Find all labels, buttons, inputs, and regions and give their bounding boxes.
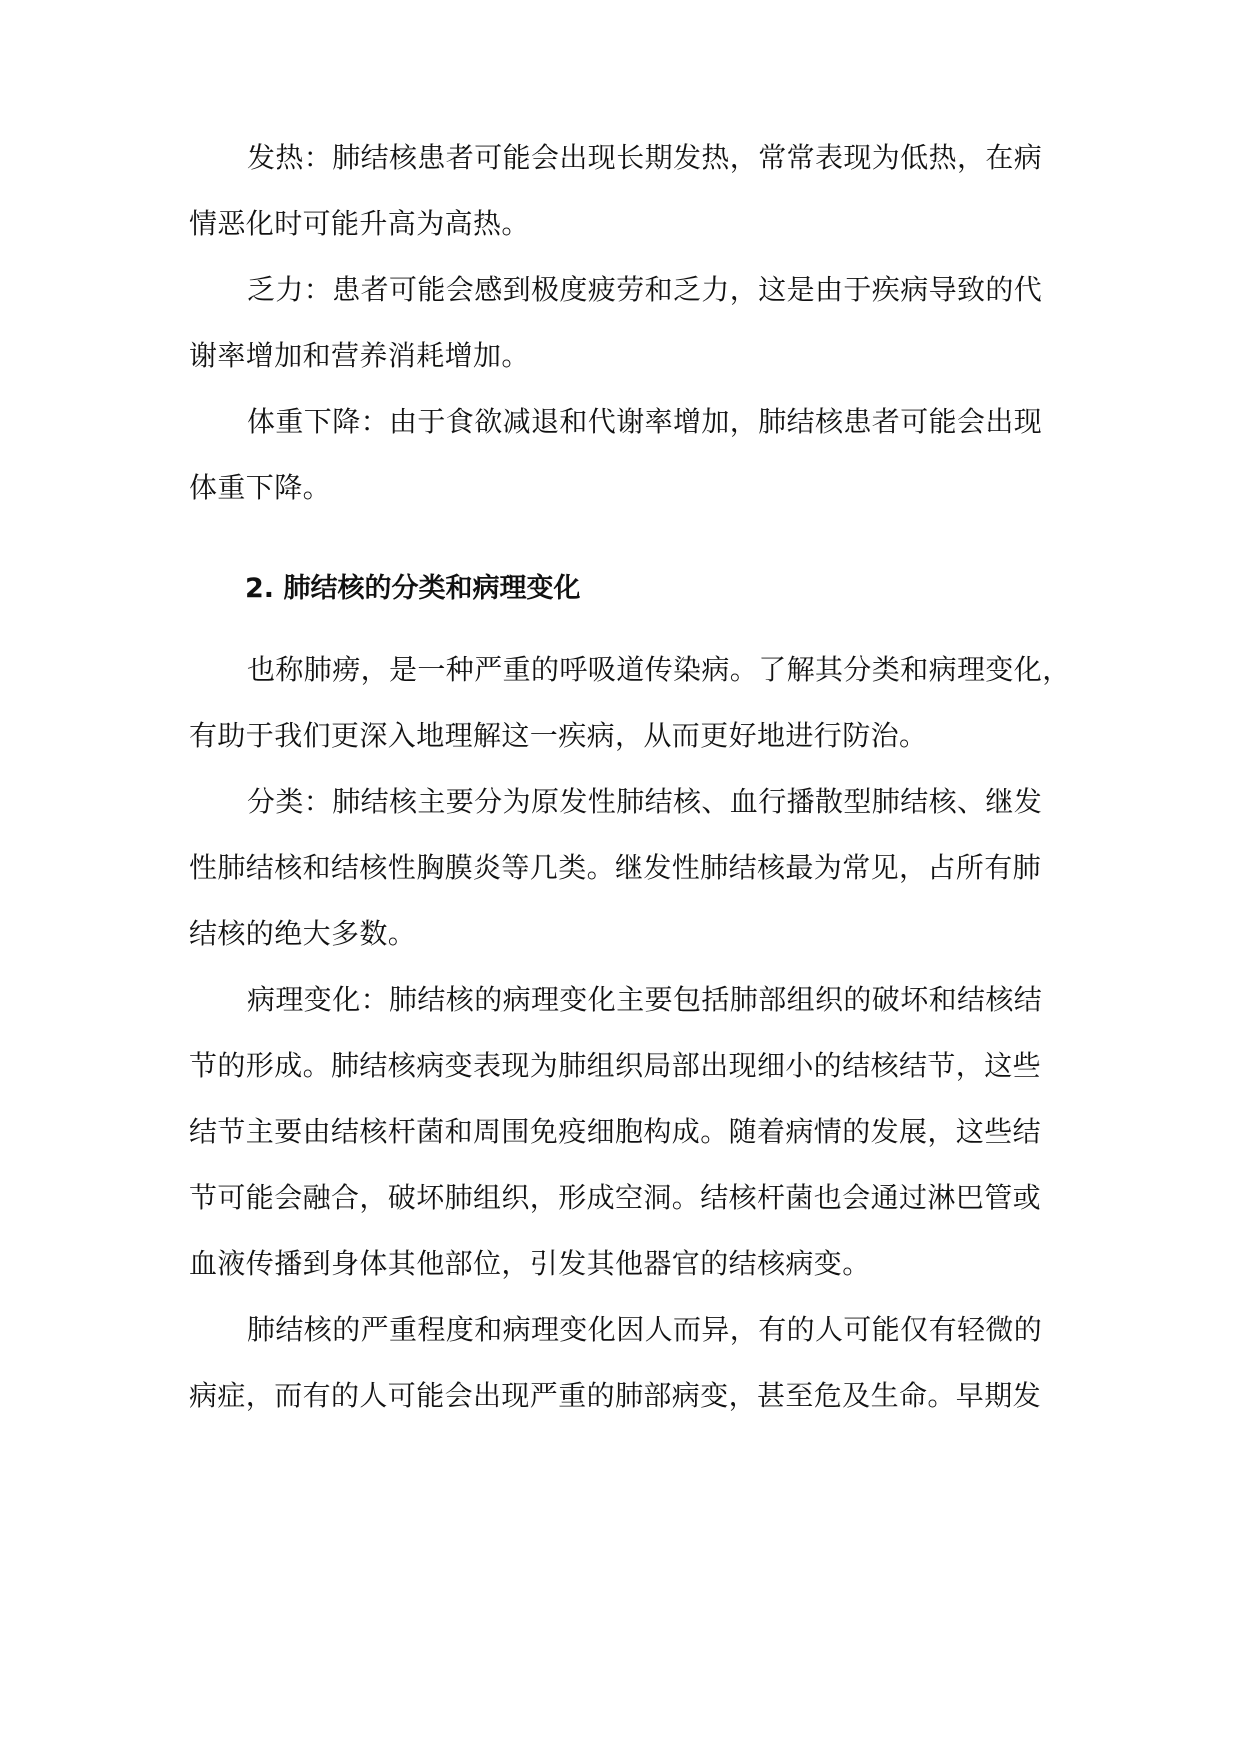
paragraph-severity-line-2: 病症，而有的人可能会出现严重的肺部病变，甚至危及生命。早期发 (189, 1379, 1042, 1412)
paragraph-classification-line-3: 结核的绝大多数。 (189, 917, 417, 950)
paragraph-fever-line-1: 发热：肺结核患者可能会出现长期发热，常常表现为低热，在病 (247, 141, 1043, 174)
paragraph-fever-line-2: 情恶化时可能升高为高热。 (189, 207, 530, 240)
paragraph-fatigue-line-2: 谢率增加和营养消耗增加。 (189, 339, 530, 372)
paragraph-pathology-line-5: 血液传播到身体其他部位，引发其他器官的结核病变。 (189, 1247, 871, 1280)
paragraph-classification-line-2: 性肺结核和结核性胸膜炎等几类。继发性肺结核最为常见，占所有肺 (189, 851, 1042, 884)
paragraph-pathology-line-1: 病理变化：肺结核的病理变化主要包括肺部组织的破坏和结核结 (247, 983, 1043, 1016)
paragraph-pathology-line-2: 节的形成。肺结核病变表现为肺组织局部出现细小的结核结节，这些 (189, 1049, 1042, 1082)
paragraph-classification-line-1: 分类：肺结核主要分为原发性肺结核、血行播散型肺结核、继发 (247, 785, 1043, 818)
paragraph-severity-line-1: 肺结核的严重程度和病理变化因人而异，有的人可能仅有轻微的 (247, 1313, 1043, 1346)
paragraph-intro-line-2: 有助于我们更深入地理解这一疾病，从而更好地进行防治。 (189, 719, 928, 752)
paragraph-pathology-line-4: 节可能会融合，破坏肺组织，形成空洞。结核杆菌也会通过淋巴管或 (189, 1181, 1042, 1214)
paragraph-intro-line-1: 也称肺痨，是一种严重的呼吸道传染病。了解其分类和病理变化， (247, 653, 1071, 686)
section-heading: 2. 肺结核的分类和病理变化 (245, 573, 581, 604)
paragraph-pathology-line-3: 结节主要由结核杆菌和周围免疫细胞构成。随着病情的发展，这些结 (189, 1115, 1042, 1148)
paragraph-fatigue-line-1: 乏力：患者可能会感到极度疲劳和乏力，这是由于疾病导致的代 (247, 273, 1043, 306)
paragraph-weight-loss-line-1: 体重下降：由于食欲减退和代谢率增加，肺结核患者可能会出现 (247, 405, 1043, 438)
paragraph-weight-loss-line-2: 体重下降。 (189, 471, 332, 504)
